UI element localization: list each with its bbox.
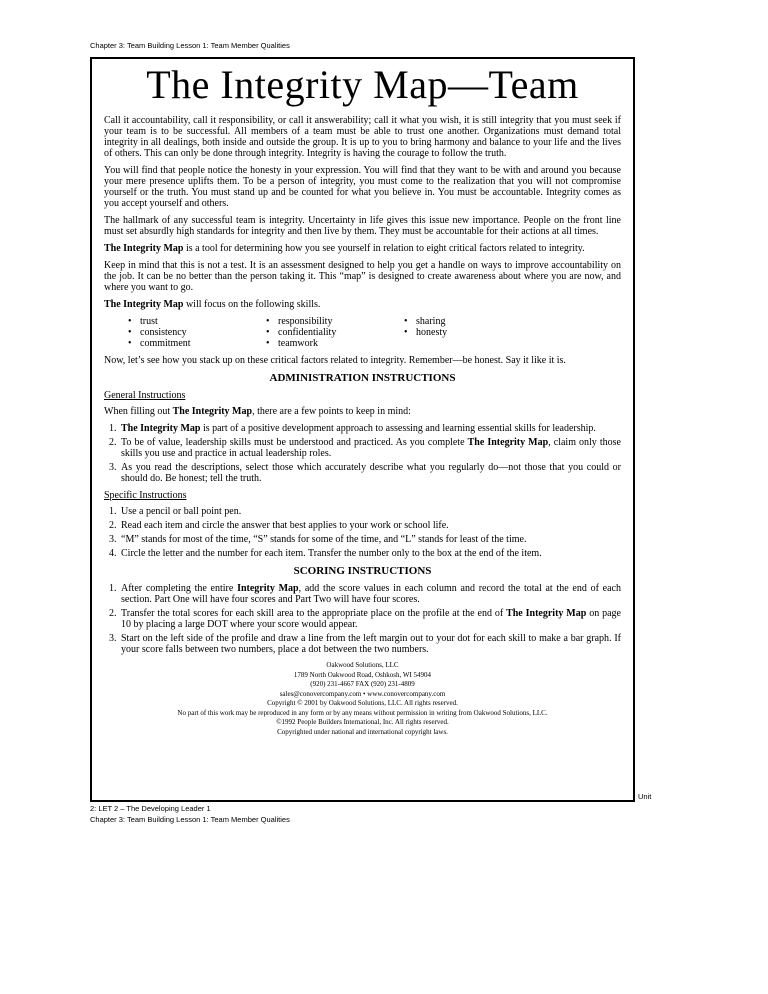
publisher-phone: (920) 231-4667 FAX (920) 231-4809 [310,680,415,688]
intro-paragraph: The Integrity Map is a tool for determining how you see yourself in relation to eight critical factors related to integrity. [104,243,585,254]
footer-line-unit: 2: LET 2 – The Developing Leader 1 [90,804,211,813]
bullet-icon [128,338,140,349]
skills-column [128,316,266,349]
skill-item [128,338,266,349]
specific-instructions-subheading: Specific Instructions [104,490,187,501]
skill-label: trust [140,316,158,327]
intro-paragraph: The hallmark of any successful team is integrity. Uncertainty in life gives this issue new importance. People on the front line must set absurdly high standards for integrity and then live by them. They must be accountable for their actions at all times. [104,215,621,237]
skill-label: confidentiality [278,327,337,338]
specific-instructions-list [104,506,621,559]
skills-column [266,316,404,349]
bullet-icon [266,327,278,338]
bullet-icon [266,338,278,349]
publisher-contact: sales@conovercompany.com • www.conovercompany.com [279,689,446,698]
intro-paragraph: Keep in mind that this is not a test. It is an assessment designed to help you get a handle on ways to improve accountability on the job. It can be no better than the person taking it. This “map” is designed to create awareness about where you are now, and where you want to go. [104,260,621,293]
skills-column [404,316,447,349]
skill-label: commitment [140,338,191,349]
copyright-line: No part of this work may be reproduced in any form or by any means without permission in writing from Oakwood Solutions, LLC. [177,708,548,717]
bullet-icon [266,316,278,327]
publisher-block [104,661,621,737]
footer-unit-label: Unit [638,792,652,801]
skill-item [266,316,404,327]
list-item: 3. “M” stands for most of the time, “S” stands for some of the time, and “L” stands for least of the time. [119,534,621,545]
list-item: 1. After completing the entire Integrity Map, add the score values in each column and record the total at the end of each section. Part One will have four scores and Part Two will have four scores. [119,583,621,605]
skills-list [128,316,621,349]
bullet-icon [128,327,140,338]
skill-item [266,327,404,338]
intro-paragraph: You will find that people notice the honesty in your expression. You will find that they want to be with and around you because your mere presence uplifts them. To be a person of integrity, you must come to the realization that you will not compromise yourself or the truth. You must stand up and be counted for what you believe in. You must be accountable. Integrity comes as you accept yourself and others. [104,165,621,209]
list-item: 2. To be of value, leadership skills must be understood and practiced. As you complete The Integrity Map, claim only those skills you use and practice in actual leadership roles. [119,437,621,459]
intro-paragraph: The Integrity Map will focus on the following skills. [104,299,321,310]
list-item: 3. Start on the left side of the profile and draw a line from the left margin out to your dot for each skill to make a bar graph. If your score falls between two numbers, place a dot between the two numbers. [119,633,621,655]
general-instructions-subheading: General Instructions [104,390,186,401]
list-item: 2. Transfer the total scores for each skill area to the appropriate place on the profile at the end of The Integrity Map on page 10 by placing a large DOT where your score would appear. [119,608,621,630]
document-box [90,57,635,802]
list-item: 4. Circle the letter and the number for each item. Transfer the number only to the box at the end of the item. [119,548,621,559]
administration-instructions-heading: ADMINISTRATION INSTRUCTIONS [269,372,456,384]
skill-label: honesty [416,327,448,338]
publisher-address: 1789 North Oakwood Road, Oshkosh, WI 54904 [293,670,432,679]
footer-line-chapter: Chapter 3: Team Building Lesson 1: Team Member Qualities [90,815,290,824]
stack-up-paragraph: Now, let’s see how you stack up on these critical factors related to integrity. Remember—be honest. Say it like it is. [104,355,566,366]
general-intro-paragraph: When filling out The Integrity Map, there are a few points to keep in mind: [104,406,411,417]
list-item: 2. Read each item and circle the answer that best applies to your work or school life. [119,520,621,531]
skill-item [128,327,266,338]
list-item: 3. As you read the descriptions, select those which accurately describe what you regularly do—not those that you could or should do. Be honest; tell the truth. [119,462,621,484]
skill-label: responsibility [278,316,333,327]
page-header-breadcrumb: Chapter 3: Team Building Lesson 1: Team Member Qualities [90,41,290,50]
intro-paragraph: Call it accountability, call it responsibility, or call it answerability; call it what you wish, it is still integrity that you must seek if your team is to be successful. All members of a team must be able to trust one another. Organizations must demand total integrity in all dealings, both inside and outside the group. It is up to you to bring harmony and balance to your life and the lives of others. This can only be done through integrity. Integrity is having the courage to follow the truth. [104,115,621,159]
copyright-line: ©1992 People Builders International, Inc. All rights reserved. [276,718,449,726]
skill-label: sharing [416,316,446,327]
scoring-instructions-list [104,583,621,655]
publisher-name: Oakwood Solutions, LLC [326,661,399,669]
scoring-instructions-heading: SCORING INSTRUCTIONS [293,565,432,577]
list-item: 1. Use a pencil or ball point pen. [119,506,621,517]
skill-item [266,338,404,349]
copyright-line: Copyright © 2001 by Oakwood Solutions, LLC. All rights reserved. [267,699,458,707]
bullet-icon [404,316,416,327]
bullet-icon [404,327,416,338]
bullet-icon [128,316,140,327]
copyright-line: Copyrighted under national and international copyright laws. [277,727,448,736]
document-title: The Integrity Map—Team [146,62,579,107]
skill-item [404,316,447,327]
skill-item [404,327,447,338]
list-item: 1. The Integrity Map is part of a positive development approach to assessing and learning essential skills for leadership. [119,423,621,434]
skill-item [128,316,266,327]
skill-label: consistency [140,327,187,338]
skill-label: teamwork [278,338,318,349]
general-instructions-list [104,423,621,484]
